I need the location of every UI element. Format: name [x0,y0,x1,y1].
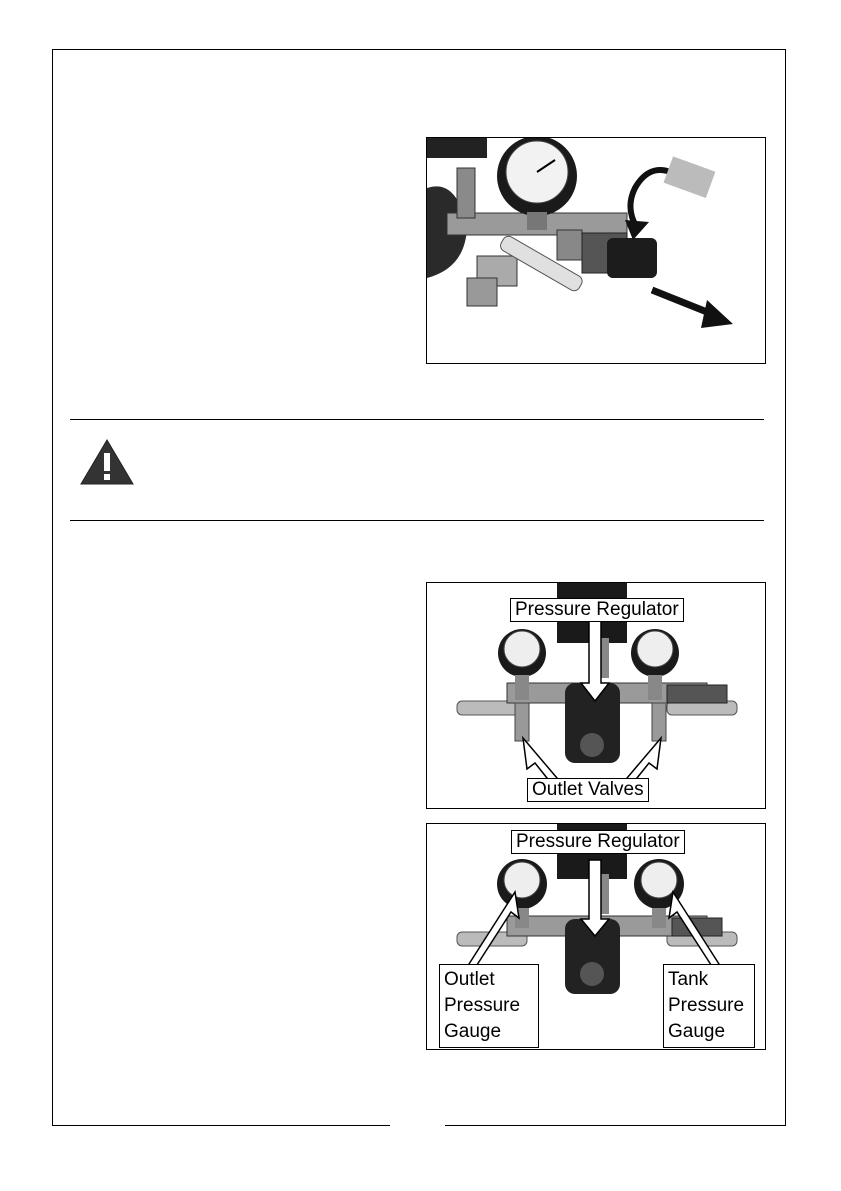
regulator-removal-illustration [427,138,766,364]
footer-gap [390,1118,445,1130]
label-outlet-pressure-gauge: Outlet Pressure Gauge [439,964,539,1048]
label-tank-pressure-gauge: Tank Pressure Gauge [663,964,755,1048]
label-pressure-regulator: Pressure Regulator [510,598,684,622]
warning-rule-bottom [70,520,764,521]
photo-outlet-valves [426,582,766,809]
warning-rule-top [70,419,764,420]
warning-triangle-icon [79,438,135,486]
label-outlet-valves: Outlet Valves [527,778,649,802]
label-pressure-regulator-gauges: Pressure Regulator [511,830,685,854]
photo-regulator-removal [426,137,766,364]
photo-gauges [426,823,766,1050]
